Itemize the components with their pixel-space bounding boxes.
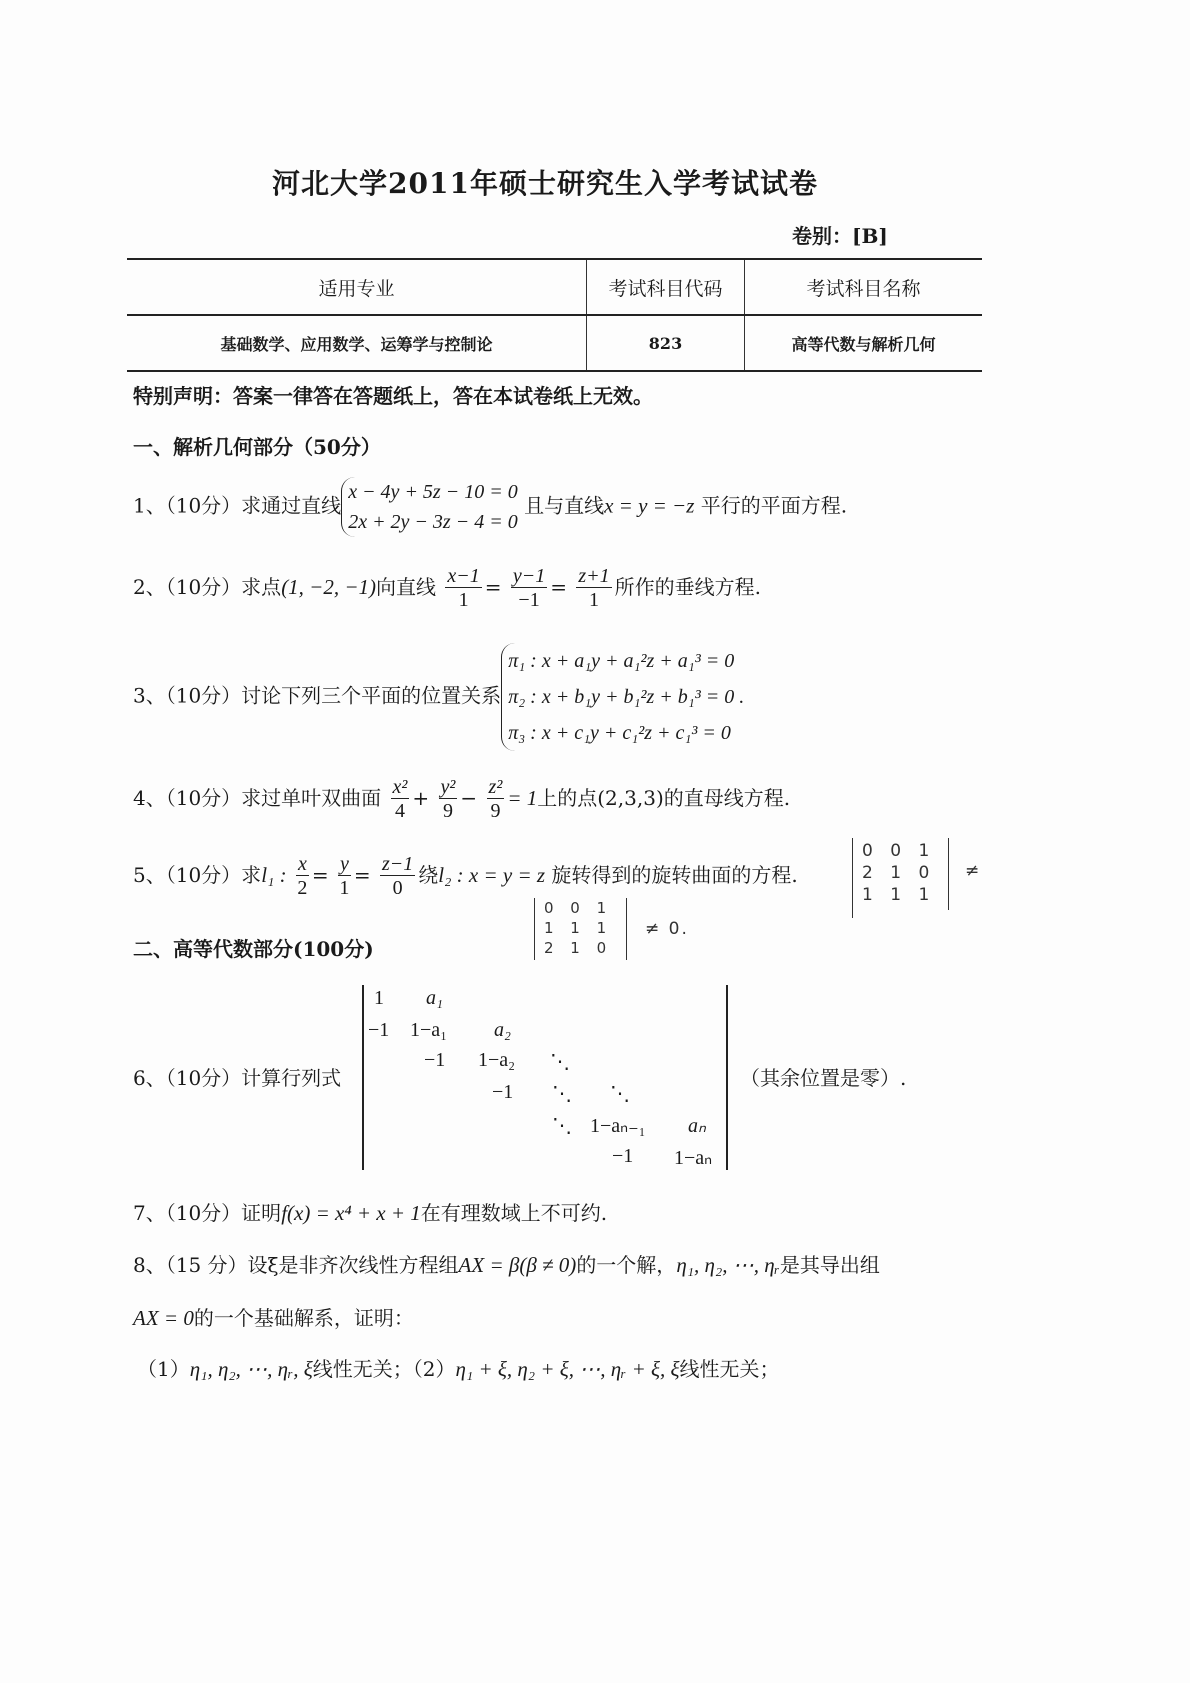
plane-1: π₁ : x + a₁y + a₁²z + a₁³ = 0 [508, 650, 735, 672]
q8-line2-math: AX = 0 [133, 1306, 194, 1330]
plane-3: π₃ : x + c₁y + c₁²z + c₁³ = 0 [508, 722, 731, 744]
info-table [127, 258, 982, 372]
hw-row: 2 1 0 [544, 939, 613, 957]
q4-end: 上的点(2,3,3)的直母线方程. [537, 786, 791, 810]
part-1-math: η₁, η₂, ⋯, ηᵣ, ξ [189, 1357, 313, 1381]
part-2-label: 线性无关；（2） [312, 1357, 456, 1381]
question-3 [133, 643, 744, 751]
handwritten-bar [852, 838, 853, 918]
section-1-heading: 一、解析几何部分（50分） [133, 435, 381, 459]
q2-point: (1, −2, −1) [281, 575, 377, 599]
det-entry: a₂ [494, 1019, 511, 1041]
cell-subject: 高等代数与解析几何 [745, 315, 983, 371]
det-entry: 1−aₙ₋₁ [590, 1115, 646, 1137]
numerator: y [339, 853, 349, 875]
hw-row: 0 0 1 [544, 899, 613, 917]
hw-row: 0 0 1 [862, 841, 936, 861]
q1-eq2: 2x + 2y − 3z − 4 = 0 [348, 511, 518, 533]
q4-fraction-x [391, 776, 410, 823]
question-5 [133, 853, 798, 900]
det-entry: 1−aₙ [674, 1147, 713, 1169]
det-entry: −1 [612, 1145, 634, 1167]
q7-math: f(x) = x⁴ + x + 1 [281, 1201, 421, 1225]
numerator: z+1 [578, 565, 610, 587]
q5-fraction-z [380, 853, 415, 900]
q4-fraction-z [487, 776, 505, 823]
question-8 [133, 1249, 880, 1278]
denominator: 2 [297, 877, 308, 899]
cell-code: 823 [587, 315, 745, 371]
det-entry: a₁ [426, 987, 443, 1009]
paper-type: 卷别：[B] [792, 224, 888, 248]
q1-eq1: x − 4y + 5z − 10 = 0 [348, 481, 518, 503]
q3-label: 3、（10分）讨论下列三个平面的位置关系 [133, 683, 502, 708]
q2-end: 所作的垂线方程. [614, 575, 762, 599]
denominator: −1 [518, 589, 540, 611]
header-code: 考试科目代码 [587, 259, 745, 315]
handwritten-note-a: ≠ [965, 861, 986, 881]
det-entry: −1 [492, 1081, 514, 1103]
equals: = [550, 575, 568, 599]
handwritten-bar [948, 838, 949, 910]
part-1-label: （1） [137, 1357, 190, 1381]
denominator: 1 [339, 877, 350, 899]
q2-label: 2、（10分）求点 [133, 575, 282, 599]
handwritten-note-b: ≠ 0. [645, 919, 689, 939]
denominator: 0 [392, 877, 403, 899]
handwritten-determinant-b [544, 898, 612, 958]
q8-mid: 的一个解， [576, 1253, 677, 1277]
det-entry: −1 [424, 1049, 446, 1071]
cell-major: 基础数学、应用数学、运筹学与控制论 [127, 315, 587, 371]
question-8-line-2 [133, 1302, 414, 1331]
numerator: y² [440, 776, 456, 798]
det-entry: ⋱ [550, 1051, 570, 1073]
equals: = [484, 575, 502, 599]
denominator: 1 [589, 589, 600, 611]
q2-fraction-y [511, 565, 547, 612]
question-4 [133, 776, 790, 823]
numerator: z−1 [381, 853, 414, 875]
q7-label: 7、（10分）证明 [133, 1201, 282, 1225]
question-2 [133, 565, 761, 612]
denominator: 9 [490, 800, 501, 822]
part-2-math: η₁ + ξ, η₂ + ξ, ⋯, ηᵣ + ξ, ξ [455, 1357, 680, 1381]
q4-label: 4、（10分）求过单叶双曲面 [133, 786, 382, 810]
det-entry: 1 [374, 987, 384, 1009]
det-entry: ⋱ [552, 1115, 572, 1137]
det-entry: −1 [368, 1019, 390, 1041]
line-l1: l₁ : [261, 863, 287, 887]
special-notice: 特别声明：答案一律答在答题纸上，答在本试卷纸上无效。 [133, 384, 653, 408]
equals: = [311, 863, 329, 887]
q5-fraction-x [296, 853, 309, 900]
q5-mid: 绕 [418, 863, 439, 887]
det-entry: ⋱ [552, 1083, 572, 1105]
numerator: x² [392, 776, 408, 798]
denominator: 9 [442, 800, 453, 822]
q4-equals: = 1 [507, 786, 538, 810]
denominator: 4 [394, 800, 405, 822]
q6-label: 6、（10分）计算行列式 [133, 1066, 342, 1090]
q8-label: 8、（15 分）设ξ是非齐次线性方程组 [133, 1253, 459, 1277]
q2-fraction-x [445, 565, 481, 612]
q2-fraction-z [576, 565, 611, 612]
det-entry: 1−a₂ [478, 1049, 516, 1071]
question-7 [133, 1197, 607, 1226]
header-subject: 考试科目名称 [745, 259, 983, 315]
handwritten-determinant-a [862, 840, 935, 906]
q8-etas: η₁, η₂, ⋯, ηᵣ [676, 1253, 780, 1277]
det-entry: aₙ [688, 1115, 706, 1137]
question-8-line-3 [137, 1353, 780, 1382]
q4-fraction-y [439, 776, 458, 823]
numerator: y−1 [512, 565, 546, 587]
plane-2: π₂ : x + b₁y + b₁²z + b₁³ = 0 . [508, 686, 745, 708]
handwritten-bar [534, 898, 535, 960]
q7-end: 在有理数域上不可约. [420, 1201, 608, 1225]
header-major: 适用专业 [127, 259, 587, 315]
q1-end: 平行的平面方程. [700, 493, 848, 518]
handwritten-bar [626, 898, 627, 960]
q1-math: x = y = −z [604, 493, 695, 518]
q2-mid: 向直线 [376, 575, 437, 599]
hw-row: 1 1 1 [862, 885, 936, 905]
q8-math: AX = β(β ≠ 0) [458, 1253, 577, 1277]
q5-end: 旋转得到的旋转曲面的方程. [551, 863, 798, 887]
hw-row: 2 1 0 [862, 863, 936, 883]
det-entry: 1−a₁ [410, 1019, 448, 1041]
q8-end: 是其导出组 [779, 1253, 880, 1277]
equals: = [353, 863, 371, 887]
denominator: 1 [458, 589, 469, 611]
q5-fraction-y [338, 853, 351, 900]
exam-title: 河北大学2011年硕士研究生入学考试试卷 [272, 167, 818, 200]
line-l2: l₂ : x = y = z [438, 863, 546, 887]
numerator: x [297, 853, 307, 875]
q5-label: 5、（10分）求 [133, 863, 262, 887]
part-2-end: 线性无关； [679, 1357, 780, 1381]
plus: + [412, 786, 430, 810]
question-1 [133, 477, 847, 537]
q8-line2-text: 的一个基础解系，证明： [193, 1306, 414, 1330]
hw-row: 1 1 1 [544, 919, 613, 937]
q1-tail: 且与直线 [524, 493, 605, 518]
q1-label: 1、（10分）求通过直线 [133, 493, 342, 518]
q6-determinant [362, 985, 728, 1170]
numerator: z² [488, 776, 503, 798]
section-2-heading: 二、高等代数部分(100分) [133, 937, 374, 961]
q6-end: （其余位置是零）. [740, 1066, 907, 1090]
det-entry: ⋱ [610, 1083, 630, 1105]
numerator: x−1 [447, 565, 480, 587]
minus: − [460, 786, 478, 810]
